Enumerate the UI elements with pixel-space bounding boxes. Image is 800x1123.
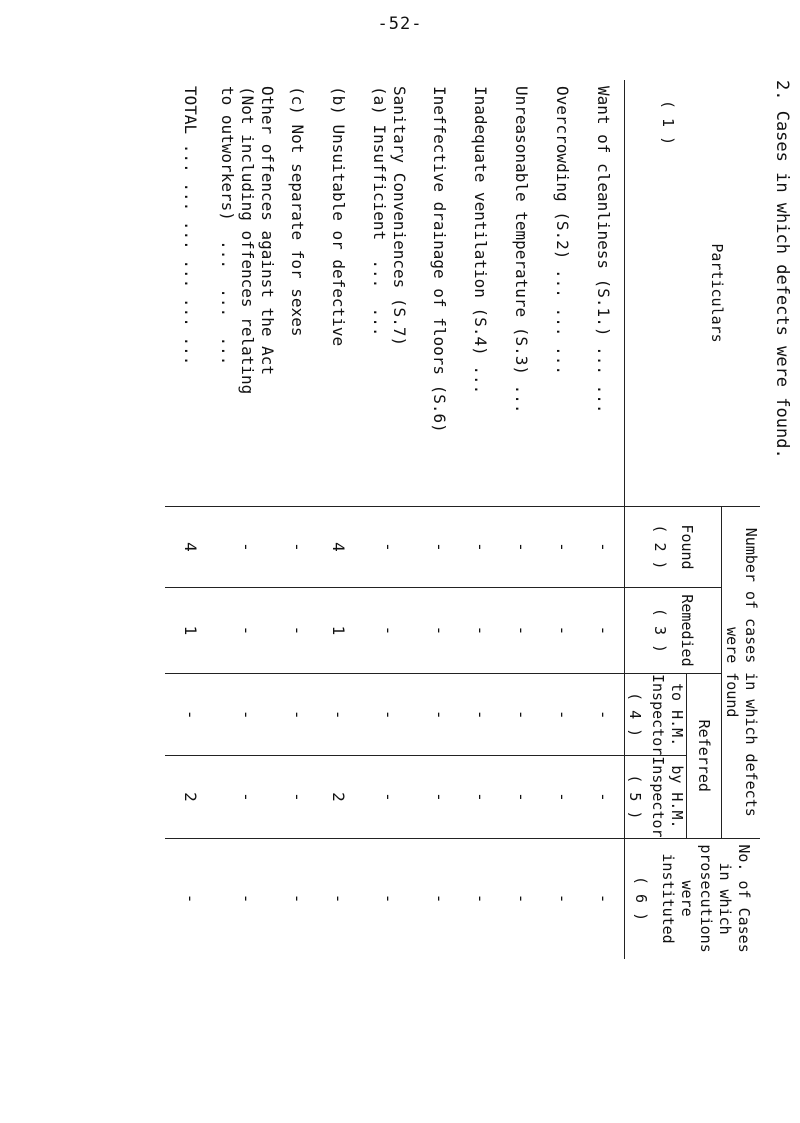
remedied-cell: - <box>217 588 277 674</box>
found-cell: - <box>542 507 583 588</box>
to-hm-cell: - <box>419 674 460 756</box>
by-hm-cell: - <box>277 756 318 838</box>
prosecutions-cell: - <box>318 838 359 959</box>
found-cell: - <box>501 507 542 588</box>
remedied-header <box>625 588 722 674</box>
to-hm-cell: - <box>542 674 583 756</box>
prosecutions-cell: - <box>277 838 318 959</box>
remedied-cell: - <box>419 588 460 674</box>
particulars-cell: Ineffective drainage of floors (S.6) <box>430 86 449 433</box>
found-cell: - <box>277 507 318 588</box>
found-cell: - <box>419 507 460 588</box>
total-row <box>165 80 217 959</box>
section-heading: 2. Cases in which defects were found. <box>772 80 792 459</box>
particulars-cell: Inadequate ventilation (S.4) ... <box>471 86 490 395</box>
prosecutions-label: No. of Cases in which prosecutions were instituted <box>659 844 754 953</box>
particulars-cell: Sanitary Conveniences (S.7) (a) Insufficient ... ... <box>370 86 409 347</box>
to-hm-cell: - <box>501 674 542 756</box>
defects-table <box>165 80 760 959</box>
prosecutions-cell: - <box>542 838 583 959</box>
prosecutions-cell: - <box>165 838 217 959</box>
remedied-cell: 1 <box>165 588 217 674</box>
particulars-label: Particulars <box>708 243 727 343</box>
prosecutions-header <box>625 838 761 959</box>
table-row <box>359 80 419 959</box>
by-hm-cell: 2 <box>318 756 359 838</box>
by-hm-cell: 2 <box>165 756 217 838</box>
by-hm-cell: - <box>501 756 542 838</box>
to-hm-cell: - <box>318 674 359 756</box>
by-hm-cell: - <box>217 756 277 838</box>
by-hm-cell: - <box>419 756 460 838</box>
prosecutions-cell: - <box>419 838 460 959</box>
remedied-cell: - <box>501 588 542 674</box>
header-row <box>722 80 761 959</box>
rotated-page-body <box>10 80 800 1120</box>
prosecutions-cell: - <box>583 838 625 959</box>
found-cell: - <box>359 507 419 588</box>
by-hm-cell: - <box>460 756 501 838</box>
to-hm-cell: - <box>359 674 419 756</box>
found-num: ( 2 ) <box>651 524 669 570</box>
particulars-cell: (c) Not separate for sexes <box>288 86 307 337</box>
to-hm-num: ( 4 ) <box>626 692 644 738</box>
to-hm-cell: - <box>217 674 277 756</box>
table-row <box>583 80 625 959</box>
particulars-cell: (b) Unsuitable or defective <box>329 86 348 347</box>
particulars-cell: Other offences against the Act (Not including offences relating to outworkers) ... ... ... <box>218 86 277 395</box>
by-hm-cell: - <box>359 756 419 838</box>
found-cell: - <box>583 507 625 588</box>
by-hm-cell: - <box>542 756 583 838</box>
found-header <box>625 507 722 588</box>
to-hm-cell: - <box>583 674 625 756</box>
found-cell: 4 <box>318 507 359 588</box>
table-row <box>318 80 359 959</box>
table-row <box>217 80 277 959</box>
by-hm-num: ( 5 ) <box>626 774 644 820</box>
by-hm-header <box>625 756 687 838</box>
found-cell: 4 <box>165 507 217 588</box>
table-row <box>501 80 542 959</box>
remedied-cell: - <box>542 588 583 674</box>
table-row <box>419 80 460 959</box>
prosecutions-cell: - <box>359 838 419 959</box>
remedied-cell: - <box>583 588 625 674</box>
by-hm-cell: - <box>583 756 625 838</box>
to-hm-label: to H.M. Inspector <box>649 674 686 756</box>
found-cell: - <box>460 507 501 588</box>
number-group-header: Number of cases in which defects were found <box>722 507 761 839</box>
page-number: -52- <box>377 14 423 34</box>
to-hm-cell: - <box>277 674 318 756</box>
particulars-num: ( 1 ) <box>659 100 678 146</box>
particulars-cell: Overcrowding (S.2) ... ... ... <box>553 86 572 375</box>
remedied-cell: - <box>460 588 501 674</box>
particulars-cell: Want of cleanliness (S.1.) ... ... <box>594 86 613 414</box>
remedied-cell: 1 <box>318 588 359 674</box>
by-hm-label: by H.M. Inspector <box>649 756 686 838</box>
prosecutions-num: ( 6 ) <box>632 875 651 922</box>
particulars-cell: Unreasonable temperature (S.3) ... <box>512 86 531 414</box>
found-label: Found <box>678 524 696 570</box>
remedied-cell: - <box>359 588 419 674</box>
remedied-cell: - <box>277 588 318 674</box>
particulars-header <box>625 80 761 507</box>
table-body <box>165 80 625 959</box>
prosecutions-cell: - <box>217 838 277 959</box>
table-row <box>460 80 501 959</box>
referred-header: Referred <box>687 674 722 839</box>
table-row <box>277 80 318 959</box>
to-hm-cell: - <box>165 674 217 756</box>
prosecutions-cell: - <box>501 838 542 959</box>
remedied-num: ( 3 ) <box>651 607 669 654</box>
table-row <box>542 80 583 959</box>
remedied-label: Remedied <box>678 594 696 667</box>
found-cell: - <box>217 507 277 588</box>
prosecutions-cell: - <box>460 838 501 959</box>
particulars-cell: TOTAL ... ... ... ... ... ... <box>181 86 201 366</box>
to-hm-cell: - <box>460 674 501 756</box>
to-hm-header <box>625 674 687 756</box>
